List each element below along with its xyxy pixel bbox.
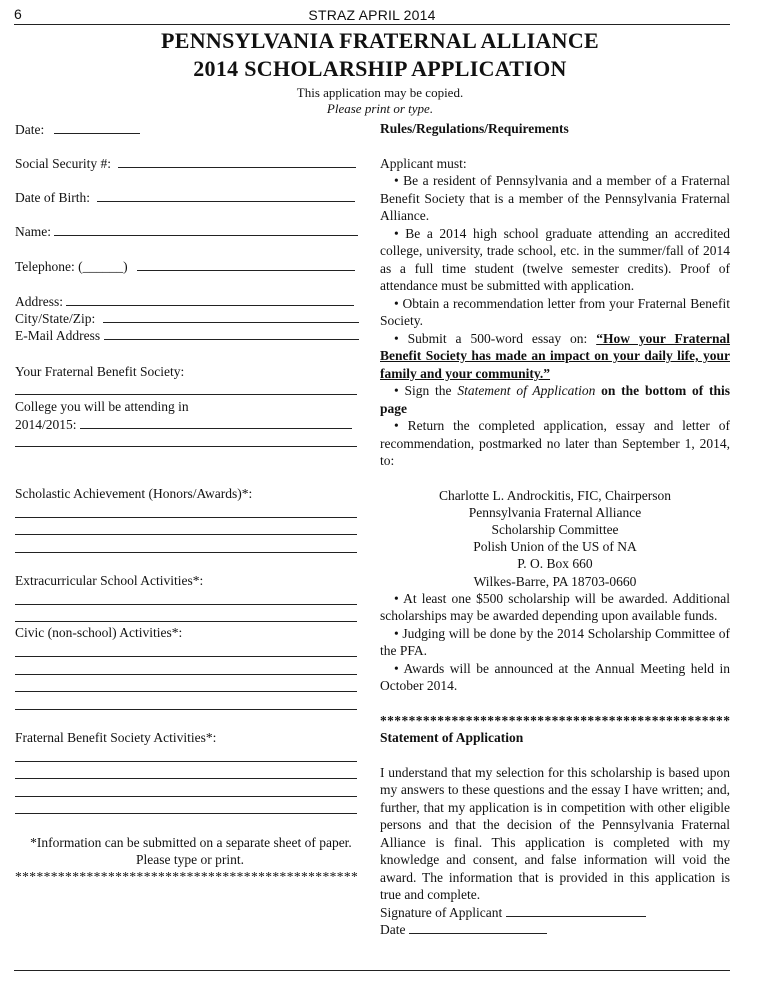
separator-stars: ************************************************ (15, 869, 359, 884)
society-field[interactable] (15, 394, 357, 395)
email-field[interactable] (104, 328, 359, 340)
page-title: PENNSYLVANIA FRATERNAL ALLIANCE (161, 28, 599, 53)
ssn-field[interactable] (118, 156, 356, 168)
ssn-label: Social Security #: (15, 156, 111, 171)
extracurricular-line[interactable] (15, 604, 357, 605)
address-label: Address: (15, 294, 63, 309)
fraternal-line[interactable] (15, 761, 357, 762)
address-line: Scholarship Committee (491, 521, 619, 537)
page-subtitle: 2014 SCHOLARSHIP APPLICATION (193, 56, 567, 81)
rules-section (380, 120, 730, 939)
dob-field[interactable] (97, 190, 355, 202)
address-line: P. O. Box 660 (517, 556, 593, 572)
rule-recommendation: • Obtain a recommendation letter from your Fraternal Benefit Society. (380, 295, 730, 328)
city-field[interactable] (103, 311, 359, 323)
address-line: Pennsylvania Fraternal Alliance (468, 504, 642, 520)
address-line: Polish Union of the US of NA (473, 539, 637, 555)
rule-residency: • Be a resident of Pennsylvania and a member of a Fraternal Benefit Society that is a member of the Pennsylvania Fraternal Alliance. (380, 173, 730, 223)
separator-stars: ************************************************* (380, 712, 730, 728)
rule-judging: • Judging will be done by the 2014 Scholarship Committee of the PFA. (380, 625, 730, 659)
college-label: College you will be attending in (15, 399, 189, 414)
email-label: E-Mail Address (15, 328, 101, 343)
essay-topic: “How your Fraternal Benefit Society has made an impact on your daily life, your family and your community.” (380, 330, 730, 381)
fraternal-line[interactable] (15, 778, 357, 779)
telephone-field[interactable] (137, 259, 355, 271)
college-field[interactable] (80, 417, 352, 429)
statement-date-field[interactable] (409, 922, 547, 934)
scholastic-line[interactable] (15, 534, 357, 535)
address-line: Charlotte L. Androckitis, FIC, Chairperson (438, 487, 672, 503)
dob-label: Date of Birth: (15, 190, 90, 205)
scholastic-line[interactable] (15, 517, 357, 518)
rules-heading: Rules/Regulations/Requirements (380, 121, 569, 136)
print-note: Please print or type. (326, 101, 434, 116)
rule-graduate: • Be a 2014 high school graduate attending an accredited college, university, trade school, etc. in the summer/fall of 2014 as a full time student (twelve semester credits). Proof of attendance must be submitted with application. (380, 225, 730, 293)
civic-line[interactable] (15, 656, 357, 657)
civic-label: Civic (non-school) Activities*: (15, 625, 183, 640)
mailing-address (380, 487, 730, 590)
statement-heading: Statement of Application (380, 730, 524, 746)
fraternal-label: Fraternal Benefit Society Activities*: (15, 730, 217, 745)
copy-note: This application may be copied. (296, 85, 464, 100)
society-label: Your Fraternal Benefit Society: (15, 364, 185, 379)
rule-sign: • Sign the Statement of Application on the bottom of this page (380, 383, 730, 416)
signature-field[interactable] (506, 905, 646, 917)
rule-award-amount: • At least one $500 scholarship will be awarded. Additional scholarships may be awarded depending upon available funds. (380, 590, 730, 624)
rule-essay: • Submit a 500-word essay on: “How your Fraternal Benefit Society has made an impact on your daily life, your family and your community.” (380, 330, 730, 381)
page-number: 6 (14, 6, 22, 22)
footnote-print: Please type or print. (136, 852, 244, 867)
college-field-extra[interactable] (15, 446, 357, 447)
name-field[interactable] (54, 224, 358, 236)
date-label: Date: (15, 122, 45, 137)
signature-label: Signature of Applicant (380, 904, 503, 920)
civic-line[interactable] (15, 674, 357, 675)
fraternal-line[interactable] (15, 796, 357, 797)
address-field[interactable] (66, 294, 354, 306)
statement-text: I understand that my selection for this scholarship is based upon my answers to these questions and the essay I have written; and, further, that my application is in competition with other eligible persons and that the decision of the Pennsylvania Fraternal Alliance is final. This application is completed with my knowledge and consent, and false information will void the award. The information that is provided in this application is true and complete. (380, 764, 730, 903)
footnote: *Information can be submitted on a separate sheet of paper. (30, 835, 352, 850)
statement-date-label: Date (380, 922, 406, 938)
scholastic-line[interactable] (15, 552, 357, 553)
page-header (14, 6, 730, 25)
extracurricular-label: Extracurricular School Activities*: (15, 573, 204, 588)
address-line: Wilkes-Barre, PA 18703-0660 (473, 573, 637, 589)
statement-date-row (380, 921, 730, 939)
date-field[interactable] (54, 122, 140, 134)
rules-intro: Applicant must: (380, 155, 467, 171)
name-label: Name: (15, 224, 51, 239)
bottom-rule (14, 970, 730, 971)
rule-return: • Return the completed application, essay and letter of recommendation, postmarked no later than September 1, 2014, to: (380, 418, 730, 468)
civic-line[interactable] (15, 709, 357, 710)
running-head: STRAZ APRIL 2014 (308, 7, 436, 23)
civic-line[interactable] (15, 691, 357, 692)
extracurricular-line[interactable] (15, 621, 357, 622)
telephone-label: Telephone: (______) (15, 259, 128, 274)
signature-row (380, 904, 730, 922)
fraternal-line[interactable] (15, 813, 357, 814)
scholastic-label: Scholastic Achievement (Honors/Awards)*: (15, 486, 253, 501)
rule-announcement: • Awards will be announced at the Annual Meeting held in October 2014. (380, 660, 730, 694)
city-label: City/State/Zip: (15, 311, 96, 326)
college-year-label: 2014/2015: (15, 417, 77, 432)
